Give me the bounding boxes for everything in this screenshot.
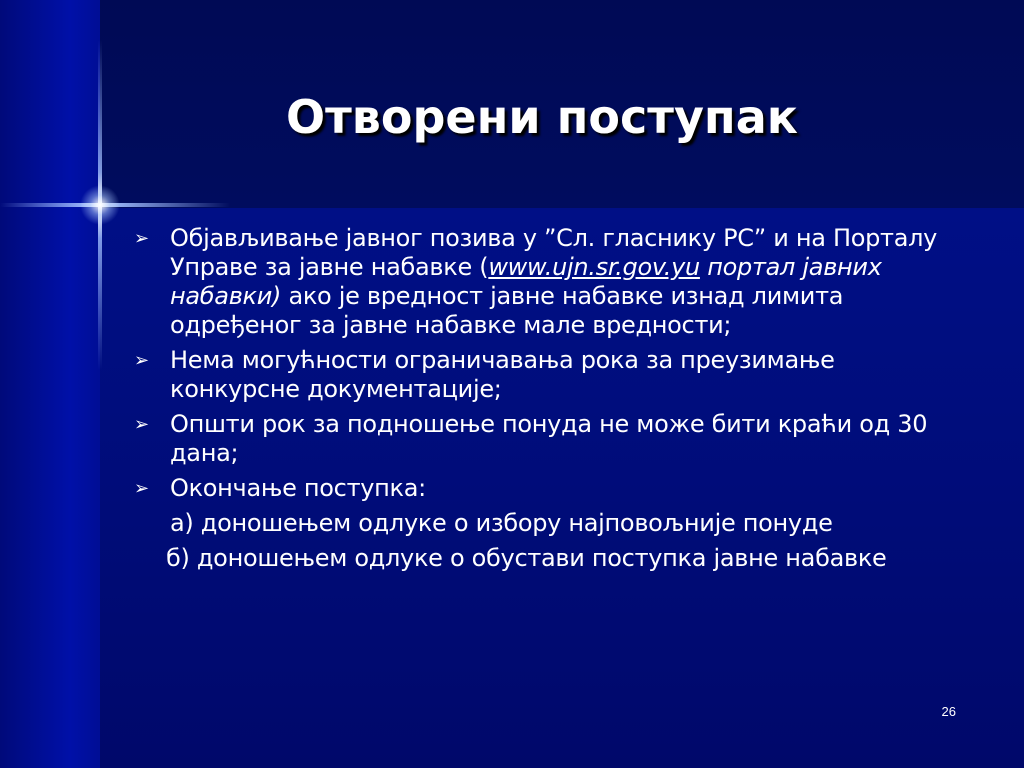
list-item-text: Нема могућности ограничавања рока за преузимање конкурсне документације; bbox=[170, 346, 835, 403]
sub-item-a: а) доношењем одлуке о избору најповољније понуде bbox=[170, 509, 833, 537]
portal-label: портал јавних набавки) bbox=[170, 253, 882, 310]
arrow-bullet-icon: ➢ bbox=[134, 228, 149, 249]
slide-title: Отворени поступак bbox=[286, 90, 798, 144]
list-item bbox=[130, 346, 960, 404]
page-number: 26 bbox=[941, 704, 956, 719]
left-decor-band bbox=[0, 0, 100, 768]
list-item-text: Окончање поступка: bbox=[170, 474, 426, 502]
arrow-bullet-icon: ➢ bbox=[134, 414, 149, 435]
sub-item-b: б) доношењем одлуке о обустави поступка јавне набавке bbox=[166, 544, 887, 572]
list-item bbox=[130, 410, 960, 468]
list-item-text: Општи рок за подношење понуда не може бити краћи од 30 дана; bbox=[170, 410, 928, 467]
arrow-bullet-icon: ➢ bbox=[134, 350, 149, 371]
list-item bbox=[130, 474, 960, 503]
list-item-text: Објављивање јавног позива у ”Сл. гласнику РС” и на Порталу Управе за јавне набавке ( bbox=[170, 224, 938, 281]
list-item-text-end: ако је вредност јавне набавке изнад лимита одређеног за јавне набавке мале вредности; bbox=[170, 282, 844, 339]
bullet-list bbox=[130, 224, 960, 579]
arrow-bullet-icon: ➢ bbox=[134, 478, 149, 499]
light-flare-glow bbox=[80, 185, 120, 225]
list-item bbox=[130, 224, 960, 340]
portal-link[interactable]: www.ujn.sr.gov.yu bbox=[488, 253, 700, 281]
